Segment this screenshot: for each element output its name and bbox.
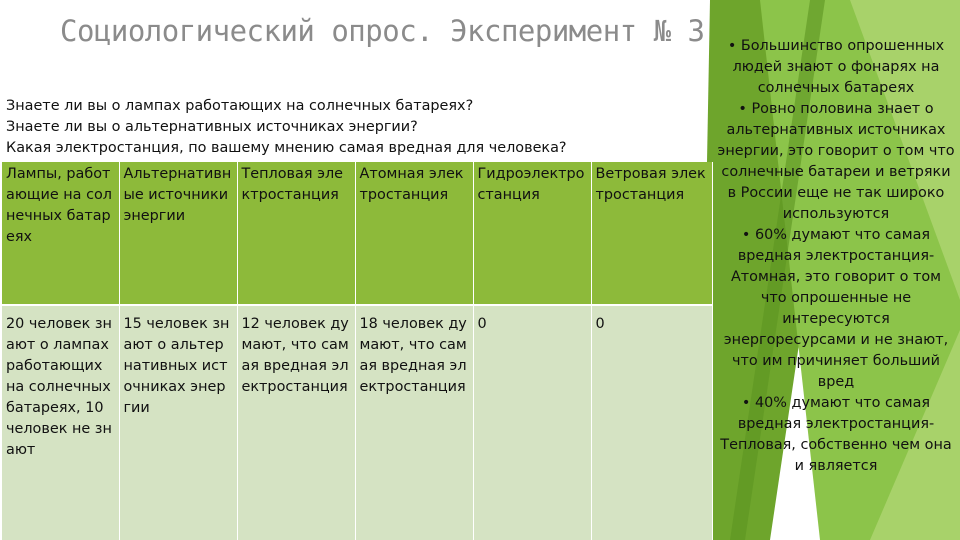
conclusions-list bbox=[716, 36, 956, 477]
table-row bbox=[2, 305, 712, 540]
question-3: Какая электростанция, по вашему мнению самая вредная для человека? bbox=[6, 140, 567, 156]
header-cell-hydro: Гидроэлектростанция bbox=[473, 162, 591, 305]
survey-table bbox=[2, 162, 713, 540]
cell-thermal: 12 человек думают, что самая вредная электростанция bbox=[237, 305, 355, 540]
slide-title: Социологический опрос. Эксперимент № 3 bbox=[60, 14, 705, 48]
cell-alternative: 15 человек знают о альтернативных источниках энергии bbox=[119, 305, 237, 540]
cell-wind: 0 bbox=[591, 305, 712, 540]
table-header-row bbox=[2, 162, 712, 305]
question-list bbox=[6, 96, 706, 159]
question-2: Знаете ли вы о альтернативных источниках энергии? bbox=[6, 119, 418, 135]
conclusion-item: • Большинство опрошенных людей знают о фонарях на солнечных батареях bbox=[727, 38, 945, 96]
header-cell-wind: Ветровая электростанция bbox=[591, 162, 712, 305]
conclusion-item: • 60% думают что самая вредная электростанция-Атомная, это говорит о том что опрошенные не интересуются энергоресурсами и не знают, что им причиняет больший вред bbox=[723, 227, 949, 390]
header-cell-thermal: Тепловая электростанция bbox=[237, 162, 355, 305]
conclusion-item: • 40% думают что самая вредная электростанция-Тепловая, собственно чем она и является bbox=[720, 395, 952, 474]
header-cell-lamps: Лампы, работающие на солнечных батареях bbox=[2, 162, 119, 305]
cell-lamps: 20 человек знают о лампах работающих на солнечных батареях, 10 человек не знают bbox=[2, 305, 119, 540]
cell-nuclear: 18 человек думают, что самая вредная электростанция bbox=[355, 305, 473, 540]
conclusion-item: • Ровно половина знает о альтернативных источниках энергии, это говорит о том что солнечные батареи и ветряки в России еще не так широко используются bbox=[717, 101, 955, 222]
cell-hydro: 0 bbox=[473, 305, 591, 540]
header-cell-alternative: Альтернативные источники энергии bbox=[119, 162, 237, 305]
header-cell-nuclear: Атомная электростанция bbox=[355, 162, 473, 305]
question-1: Знаете ли вы о лампах работающих на солнечных батареях? bbox=[6, 98, 474, 114]
